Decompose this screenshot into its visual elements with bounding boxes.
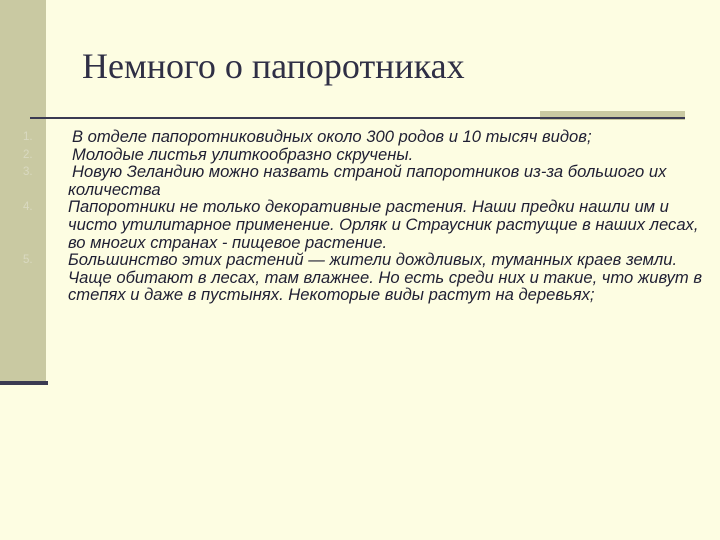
list-item-5 <box>0 251 720 304</box>
list-item-2 <box>0 146 720 164</box>
sidebar-bottom-line <box>0 381 48 385</box>
list-item-1 <box>0 128 720 146</box>
list-item-4 <box>0 198 720 251</box>
title-rule-line <box>30 117 685 119</box>
list-item-number: 2. <box>23 148 33 161</box>
list-item-text: В отделе папоротниковидных около 300 родов и 10 тысяч видов; <box>72 127 592 146</box>
list-item-text: Большинство этих растений — жители дождливых, туманных краев земли. Чаще обитают в лесах, там влажнее. Но есть среди них и такие, что живут в степях и даже в пустынях. Некоторые виды растут на деревьях; <box>68 250 703 305</box>
list-item-3 <box>0 163 720 198</box>
list-item-number: 4. <box>23 201 33 214</box>
list-item-text: Новую Зеландию можно назвать страной папоротников из-за большого их количества <box>68 162 667 199</box>
list-item-text: Молодые листья улиткообразно скручены. <box>72 144 414 164</box>
list-item-number: 3. <box>23 166 33 179</box>
fact-list <box>0 128 720 304</box>
list-item-number: 1. <box>23 131 33 143</box>
list-item-number: 5. <box>23 254 33 267</box>
slide-title: Немного о папоротниках <box>82 46 465 86</box>
list-item-text: Папоротники не только декоративные растения. Наши предки нашли им и чисто утилитарное применение. Орляк и Страусник растущие в наших лесах, во многих странах - пищевое растение. <box>68 197 699 252</box>
